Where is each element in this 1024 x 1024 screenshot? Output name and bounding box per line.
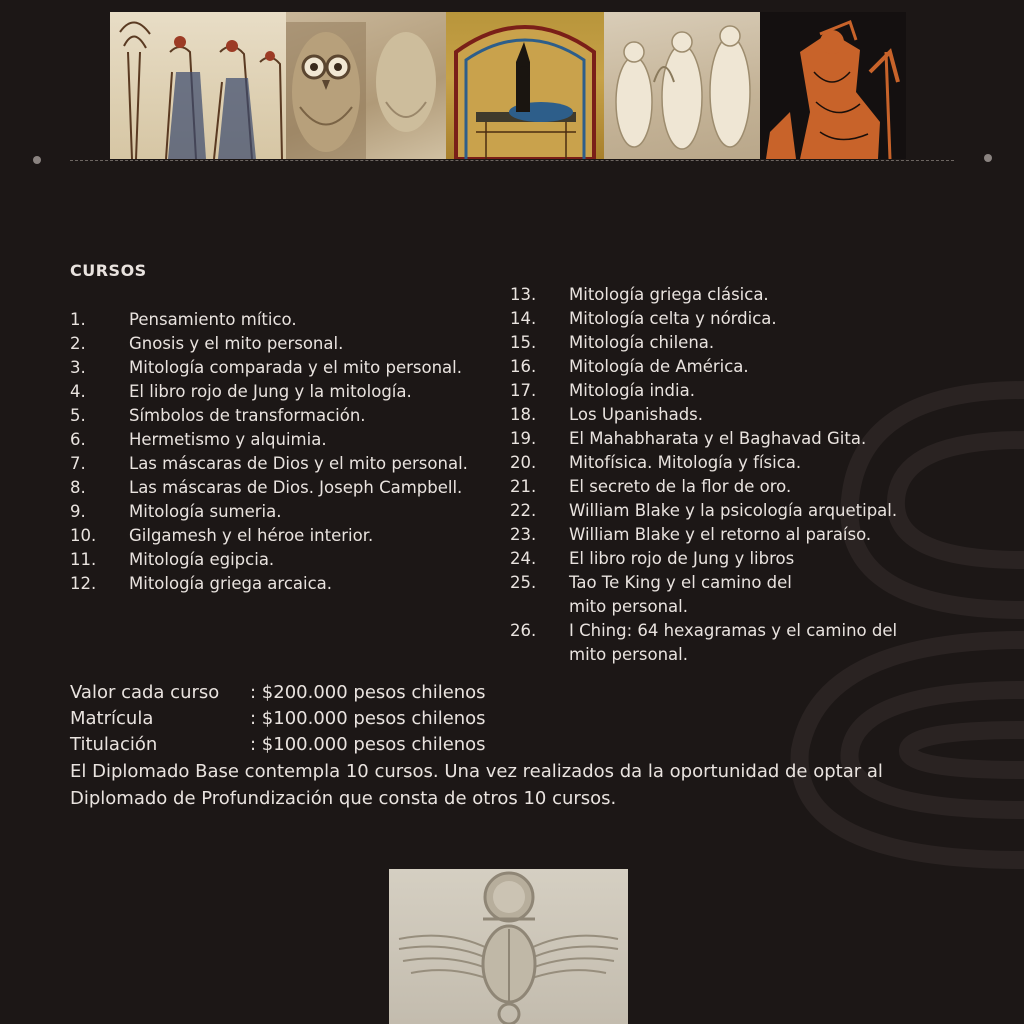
price-value: : $100.000 pesos chilenos (250, 708, 486, 729)
course-title: William Blake y el retorno al paraíso. (569, 525, 872, 544)
course-title-line2: mito personal. (569, 597, 688, 616)
course-item (510, 451, 950, 475)
course-item (510, 331, 950, 355)
course-number: 7. (70, 454, 86, 473)
course-number: 26. (510, 621, 537, 640)
course-number: 22. (510, 501, 537, 520)
course-item (70, 572, 510, 596)
egyptian-anubis-image (446, 12, 604, 159)
course-title: Mitofísica. Mitología y física. (569, 453, 802, 472)
course-item (70, 404, 510, 428)
course-number: 25. (510, 573, 537, 592)
course-number: 19. (510, 429, 537, 448)
price-row (70, 680, 486, 706)
course-item (70, 500, 510, 524)
course-item (70, 476, 510, 500)
course-title: Mitología de América. (569, 357, 749, 376)
course-number: 9. (70, 502, 86, 521)
price-value: : $200.000 pesos chilenos (250, 682, 486, 703)
course-title: Símbolos de transformación. (129, 406, 366, 425)
course-list-right (510, 283, 950, 667)
course-title: Mitología india. (569, 381, 695, 400)
price-label: Valor cada curso (70, 682, 220, 703)
greek-vase-figure-image (760, 12, 906, 159)
minoan-fresco-image (110, 12, 286, 159)
course-title: Mitología celta y nórdica. (569, 309, 777, 328)
course-number: 8. (70, 478, 86, 497)
course-item (510, 475, 950, 499)
course-item (510, 571, 950, 619)
course-item (510, 379, 950, 403)
course-title-line2: mito personal. (569, 645, 688, 664)
course-number: 11. (70, 550, 97, 569)
price-row (70, 732, 486, 758)
course-number: 21. (510, 477, 537, 496)
dashed-divider (70, 160, 954, 161)
course-item (70, 380, 510, 404)
course-number: 4. (70, 382, 86, 401)
course-title (569, 619, 950, 667)
course-number: 13. (510, 285, 537, 304)
course-title: Gnosis y el mito personal. (129, 334, 344, 353)
greek-relief-image (604, 12, 760, 159)
price-label: Matrícula (70, 708, 154, 729)
course-title-line1: I Ching: 64 hexagramas y el camino del (569, 621, 898, 640)
diplomado-note: El Diplomado Base contempla 10 cursos. Una vez realizados da la oportunidad de optar al Diplomado de Profundización que consta de otros 10 cursos. (70, 761, 883, 809)
courses-heading: CURSOS (70, 261, 147, 280)
course-item (70, 548, 510, 572)
course-item (510, 619, 950, 667)
course-title: El libro rojo de Jung y la mitología. (129, 382, 412, 401)
course-title-line1: Tao Te King y el camino del (569, 573, 792, 592)
decorative-dot-left (33, 156, 41, 164)
course-title: Mitología chilena. (569, 333, 715, 352)
course-number: 10. (70, 526, 97, 545)
course-item (510, 499, 950, 523)
course-item (70, 308, 510, 332)
course-title: Mitología egipcia. (129, 550, 275, 569)
course-item (510, 403, 950, 427)
winged-scarab-relief-image (389, 869, 628, 1024)
course-number: 2. (70, 334, 86, 353)
course-list-left (70, 308, 510, 596)
course-number: 15. (510, 333, 537, 352)
course-item (510, 547, 950, 571)
course-number: 3. (70, 358, 86, 377)
course-item (510, 427, 950, 451)
decorative-dot-right (984, 154, 992, 162)
course-number: 12. (70, 574, 97, 593)
course-number: 23. (510, 525, 537, 544)
course-number: 17. (510, 381, 537, 400)
course-item (510, 307, 950, 331)
course-title: Mitología griega clásica. (569, 285, 769, 304)
course-item (510, 283, 950, 307)
course-number: 20. (510, 453, 537, 472)
course-number: 6. (70, 430, 86, 449)
course-number: 16. (510, 357, 537, 376)
course-item (70, 356, 510, 380)
course-title: Mitología comparada y el mito personal. (129, 358, 462, 377)
price-value: : $100.000 pesos chilenos (250, 734, 486, 755)
course-title: Los Upanishads. (569, 405, 704, 424)
banner-artwork (110, 12, 906, 159)
course-title: William Blake y la psicología arquetipal. (569, 501, 898, 520)
course-number: 5. (70, 406, 86, 425)
course-item (70, 452, 510, 476)
course-item (70, 524, 510, 548)
course-title: Las máscaras de Dios y el mito personal. (129, 454, 468, 473)
course-title: Las máscaras de Dios. Joseph Campbell. (129, 478, 463, 497)
course-item (510, 355, 950, 379)
course-item (70, 428, 510, 452)
owl-sculpture-image (286, 12, 446, 159)
course-title: El Mahabharata y el Baghavad Gita. (569, 429, 867, 448)
course-number: 24. (510, 549, 537, 568)
price-label: Titulación (70, 734, 158, 755)
course-title: El libro rojo de Jung y libros (569, 549, 795, 568)
price-row (70, 706, 486, 732)
course-number: 18. (510, 405, 537, 424)
course-title: Mitología sumeria. (129, 502, 282, 521)
course-title: Pensamiento mítico. (129, 310, 297, 329)
course-item (510, 523, 950, 547)
course-title: El secreto de la flor de oro. (569, 477, 792, 496)
course-title: Mitología griega arcaica. (129, 574, 333, 593)
course-number: 14. (510, 309, 537, 328)
price-list (70, 680, 486, 758)
course-title (569, 571, 950, 619)
course-title: Hermetismo y alquimia. (129, 430, 327, 449)
course-title: Gilgamesh y el héroe interior. (129, 526, 374, 545)
course-item (70, 332, 510, 356)
course-number: 1. (70, 310, 86, 329)
